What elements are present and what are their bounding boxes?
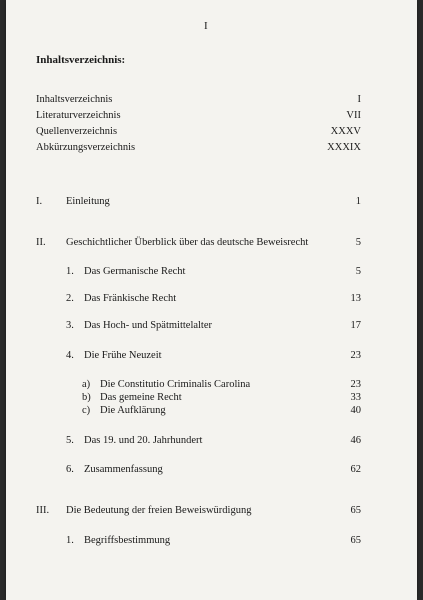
front-matter-page: XXXV	[330, 126, 361, 137]
front-matter-page: VII	[346, 110, 361, 121]
toc-entry-number: 5.	[66, 435, 74, 446]
toc-entry-page: 46	[350, 435, 361, 446]
toc-entry-title: Die Constitutio Criminalis Carolina	[100, 379, 251, 390]
toc-entry-title: Die Frühe Neuzeit	[84, 350, 162, 361]
toc-entry-number: 6.	[66, 464, 74, 475]
toc-entry-title: Das Hoch- und Spätmittelalter	[84, 320, 213, 331]
bleed-through-text	[221, 30, 391, 570]
toc-entry-title: Die Bedeutung der freien Beweiswürdigung	[66, 505, 252, 516]
toc-entry-page: 33	[350, 392, 361, 403]
toc-entry-page: 5	[355, 237, 361, 248]
front-matter-page: XXXIX	[327, 142, 361, 153]
toc-entry-title: Das 19. und 20. Jahrhundert	[84, 435, 203, 446]
toc-entry-title: Begriffsbestimmung	[84, 535, 171, 546]
toc-entry-page: 23	[350, 350, 361, 361]
toc-entry-title: Das Fränkische Recht	[84, 293, 177, 304]
toc-entry-number: 1.	[66, 266, 74, 277]
toc-entry-page: 40	[350, 405, 361, 416]
front-matter-label: Literaturverzeichnis	[36, 110, 121, 121]
document-page	[6, 0, 417, 600]
toc-entry-number: a)	[82, 379, 91, 390]
toc-entry-title: Geschichtlicher Überblick über das deutsche Beweisrecht	[66, 237, 309, 248]
toc-entry-number: 2.	[66, 293, 74, 304]
toc-entry-page: 65	[350, 505, 361, 516]
toc-entry-number: II.	[36, 237, 46, 248]
toc-entry-number: b)	[82, 392, 91, 403]
toc-entry-number: 4.	[66, 350, 74, 361]
toc-entry-number: III.	[36, 505, 50, 516]
toc-entry-page: 23	[350, 379, 361, 390]
toc-entry-number: 3.	[66, 320, 74, 331]
toc-entry-title: Zusammenfassung	[84, 464, 163, 475]
toc-entry-page: 65	[350, 535, 361, 546]
toc-entry-number: I.	[36, 196, 43, 207]
front-matter-label: Quellenverzeichnis	[36, 126, 118, 137]
toc-entry-title: Die Aufklärung	[100, 405, 166, 416]
toc-entry-page: 62	[350, 464, 361, 475]
toc-entry-title: Einleitung	[66, 196, 110, 207]
front-matter-page: I	[357, 94, 361, 105]
front-matter-label: Abkürzungsverzeichnis	[36, 142, 136, 153]
page-number: I	[204, 20, 208, 32]
toc-entry-number: c)	[82, 405, 91, 416]
toc-entry-page: 5	[355, 266, 361, 277]
toc-entry-page: 13	[350, 293, 361, 304]
toc-heading: Inhaltsverzeichnis:	[36, 54, 126, 66]
front-matter-label: Inhaltsverzeichnis	[36, 94, 113, 105]
toc-entry-page: 17	[350, 320, 361, 331]
toc-entry-title: Das Germanische Recht	[84, 266, 186, 277]
toc-entry-number: 1.	[66, 535, 74, 546]
toc-entry-page: 1	[355, 196, 361, 207]
toc-entry-title: Das gemeine Recht	[100, 392, 182, 403]
